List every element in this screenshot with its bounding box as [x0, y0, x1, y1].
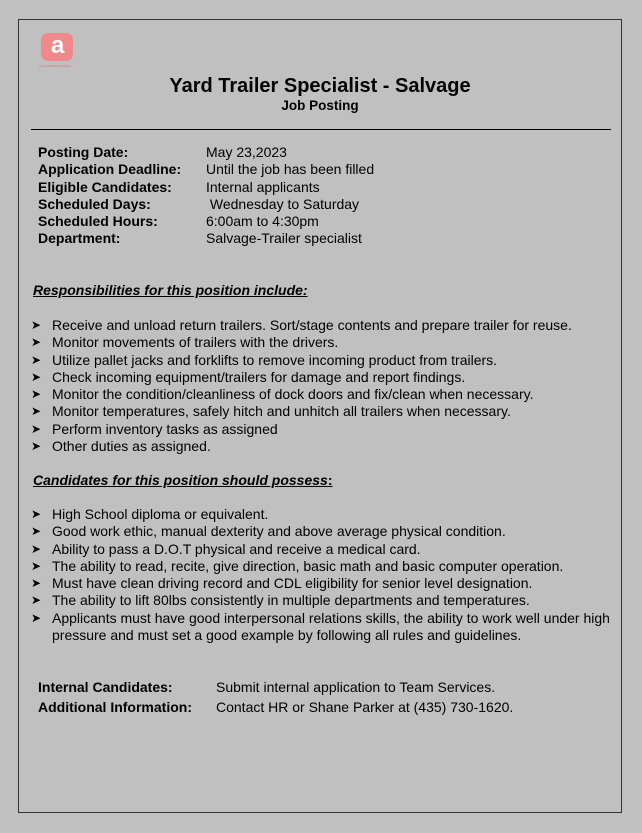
list-item	[31, 334, 611, 351]
list-item-text: Good work ethic, manual dexterity and above average physical condition.	[52, 523, 506, 540]
list-item	[31, 506, 611, 523]
list-item	[31, 369, 611, 386]
arrowhead-bullet-icon: ➤	[31, 558, 42, 573]
list-item-text: Other duties as assigned.	[52, 438, 211, 455]
list-item	[31, 558, 611, 575]
list-item-text: Monitor temperatures, safely hitch and unhitch all trailers when necessary.	[52, 403, 511, 420]
arrowhead-bullet-icon: ➤	[31, 387, 42, 402]
arrowhead-bullet-icon: ➤	[31, 404, 42, 419]
contact-value: Submit internal application to Team Services.	[216, 679, 496, 695]
list-item-text: Check incoming equipment/trailers for damage and report findings.	[52, 368, 466, 385]
list-item-text: The ability to read, recite, give direction, basic math and basic computer operation.	[52, 557, 564, 574]
detail-label: Application Deadline:	[38, 161, 182, 178]
detail-row	[38, 161, 374, 178]
qualifications-heading-text: Candidates for this position should possess	[33, 472, 328, 488]
arrowhead-bullet-icon: ➤	[31, 439, 42, 454]
contact-info	[38, 679, 513, 719]
detail-label: Posting Date:	[38, 144, 129, 160]
arrowhead-bullet-icon: ➤	[31, 610, 42, 625]
list-item	[31, 592, 611, 609]
list-item-text: Ability to pass a D.O.T physical and receive a medical card.	[52, 540, 421, 557]
qualifications-heading-colon: :	[327, 472, 333, 488]
company-logo	[39, 33, 83, 73]
contact-row	[38, 679, 513, 699]
detail-value: Internal applicants	[206, 178, 320, 195]
list-item	[31, 541, 611, 558]
list-item-text: Perform inventory tasks as assigned	[52, 420, 278, 437]
logo-badge-icon	[41, 33, 73, 61]
contact-value: Contact HR or Shane Parker at (435) 730-1620.	[216, 699, 514, 715]
posting-details	[38, 144, 374, 248]
detail-label: Eligible Candidates:	[38, 178, 172, 195]
title-divider	[31, 129, 611, 130]
list-item	[31, 403, 611, 420]
detail-label: Scheduled Days:	[38, 195, 151, 212]
arrowhead-bullet-icon: ➤	[31, 335, 42, 350]
logo-letter: a	[51, 32, 65, 59]
page-subtitle: Job Posting	[281, 98, 359, 113]
list-item-text: The ability to lift 80lbs consistently in multiple departments and temperatures.	[52, 592, 530, 609]
list-item-text: High School diploma or equivalent.	[52, 506, 269, 522]
list-item	[31, 317, 611, 334]
responsibilities-list	[31, 317, 611, 455]
arrowhead-bullet-icon: ➤	[31, 541, 42, 556]
list-item-text: Receive and unload return trailers. Sort/stage contents and prepare trailer for reuse.	[52, 317, 572, 333]
arrowhead-bullet-icon: ➤	[31, 352, 42, 367]
list-item	[31, 575, 611, 592]
list-item	[31, 610, 611, 645]
list-item	[31, 421, 611, 438]
arrowhead-bullet-icon: ➤	[31, 507, 42, 521]
responsibilities-heading	[33, 282, 308, 299]
detail-value: 6:00am to 4:30pm	[206, 213, 319, 230]
contact-row	[38, 699, 513, 719]
list-item-text: Must have clean driving record and CDL eligibility for senior level designation.	[52, 575, 533, 592]
detail-row	[38, 213, 374, 230]
detail-value: Wednesday to Saturday	[206, 195, 360, 212]
list-item	[31, 438, 611, 455]
contact-label: Additional Information:	[38, 699, 192, 715]
contact-label: Internal Candidates:	[38, 679, 173, 695]
detail-value: Until the job has been filled	[206, 161, 375, 178]
arrowhead-bullet-icon: ➤	[31, 593, 42, 608]
list-item-text: Applicants must have good interpersonal relations skills, the ability to work well under high pressure and must set a good example by following all rules and guidelines.	[52, 609, 610, 644]
detail-row	[38, 196, 374, 213]
detail-row	[38, 144, 374, 161]
arrowhead-bullet-icon: ➤	[31, 576, 42, 591]
list-item	[31, 386, 611, 403]
list-item-text: Monitor movements of trailers with the drivers.	[52, 334, 339, 351]
detail-label: Scheduled Hours:	[38, 213, 158, 230]
responsibilities-heading-text: Responsibilities for this position include:	[33, 282, 308, 298]
detail-row	[38, 179, 374, 196]
arrowhead-bullet-icon: ➤	[31, 524, 42, 539]
job-posting-page	[18, 19, 622, 813]
detail-row	[38, 230, 374, 247]
arrowhead-bullet-icon: ➤	[31, 421, 42, 436]
list-item-text: Utilize pallet jacks and forklifts to remove incoming product from trailers.	[52, 351, 498, 368]
detail-value: May 23,2023	[206, 144, 287, 160]
detail-value: Salvage-Trailer specialist	[206, 230, 362, 247]
list-item	[31, 523, 611, 540]
list-item	[31, 352, 611, 369]
arrowhead-bullet-icon: ➤	[31, 369, 42, 384]
qualifications-list	[31, 506, 611, 644]
logo-tagline: Associated Food Stores	[39, 64, 71, 68]
detail-label: Department:	[38, 230, 121, 247]
list-item-text: Monitor the condition/cleanliness of dock doors and fix/clean when necessary.	[52, 386, 534, 403]
arrowhead-bullet-icon: ➤	[31, 318, 42, 332]
qualifications-heading	[33, 472, 333, 489]
page-title: Yard Trailer Specialist - Salvage	[169, 75, 471, 97]
